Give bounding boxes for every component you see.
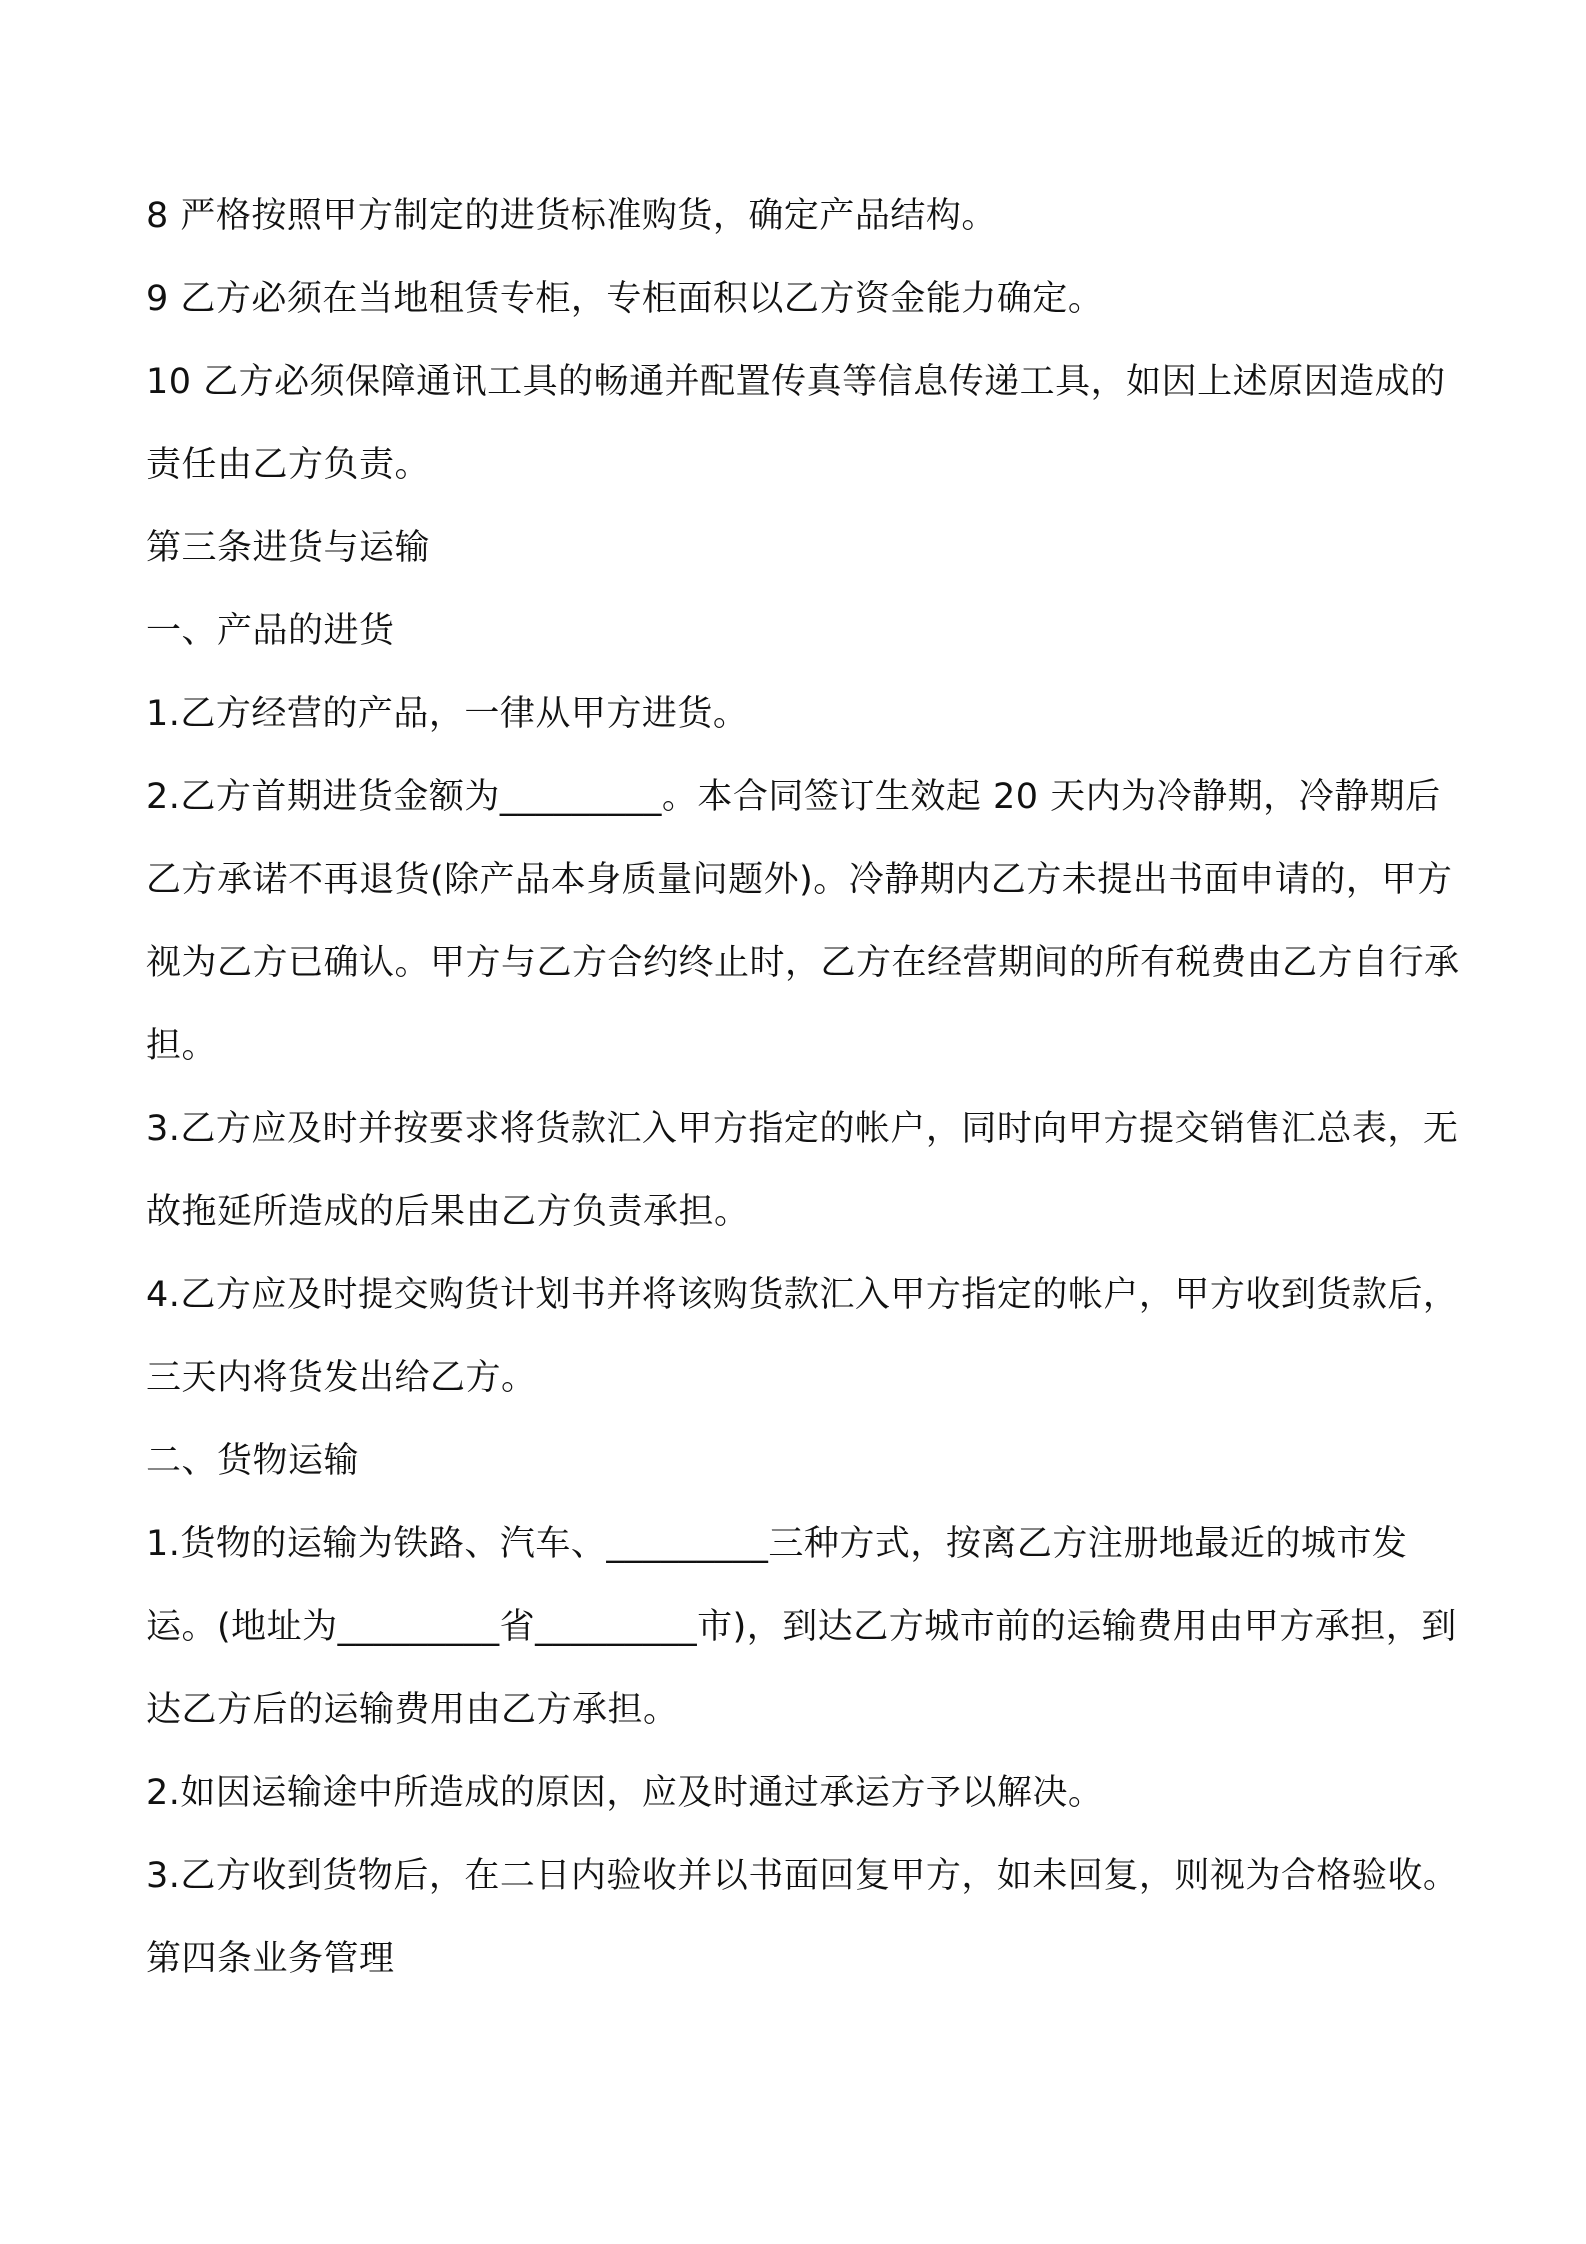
document-body	[146, 175, 1466, 2001]
section-1-heading: 一、产品的进货	[146, 611, 395, 651]
transport-item-3: 3.乙方收到货物后，在二日内验收并以书面回复甲方，如未回复，则视为合格验收。	[146, 1856, 1459, 1896]
transport-item-2: 2.如因运输途中所造成的原因，应及时通过承运方予以解决。	[146, 1773, 1104, 1813]
purchase-item-3: 3.乙方应及时并按要求将货款汇入甲方指定的帐户，同时向甲方提交销售汇总表，无故拖延所造成的后果由乙方负责承担。	[146, 1109, 1459, 1232]
purchase-item-1: 1.乙方经营的产品，一律从甲方进货。	[146, 694, 749, 734]
clause-10: 10 乙方必须保障通讯工具的畅通并配置传真等信息传递工具，如因上述原因造成的责任由乙方负责。	[146, 362, 1446, 485]
purchase-item-4: 4.乙方应及时提交购货计划书并将该购货款汇入甲方指定的帐户，甲方收到货款后，三天内将货发出给乙方。	[146, 1275, 1459, 1398]
clause-9: 9 乙方必须在当地租赁专柜，专柜面积以乙方资金能力确定。	[146, 279, 1104, 319]
article-3-heading: 第三条进货与运输	[146, 528, 431, 568]
clause-8: 8 严格按照甲方制定的进货标准购货，确定产品结构。	[146, 196, 997, 236]
section-2-heading: 二、货物运输	[146, 1441, 360, 1481]
purchase-item-2: 2.乙方首期进货金额为_________。本合同签订生效起 20 天内为冷静期，冷静期后乙方承诺不再退货(除产品本身质量问题外)。冷静期内乙方未提出书面申请的，甲方视为乙方已确认。甲方与乙方合约终止时，乙方在经营期间的所有税费由乙方自行承担。	[146, 777, 1460, 1066]
article-4-heading: 第四条业务管理	[146, 1939, 395, 1979]
transport-item-1: 1.货物的运输为铁路、汽车、_________三种方式，按离乙方注册地最近的城市发运。(地址为_________省_________市)，到达乙方城市前的运输费用由甲方承担，到达乙方后的运输费用由乙方承担。	[146, 1524, 1457, 1730]
